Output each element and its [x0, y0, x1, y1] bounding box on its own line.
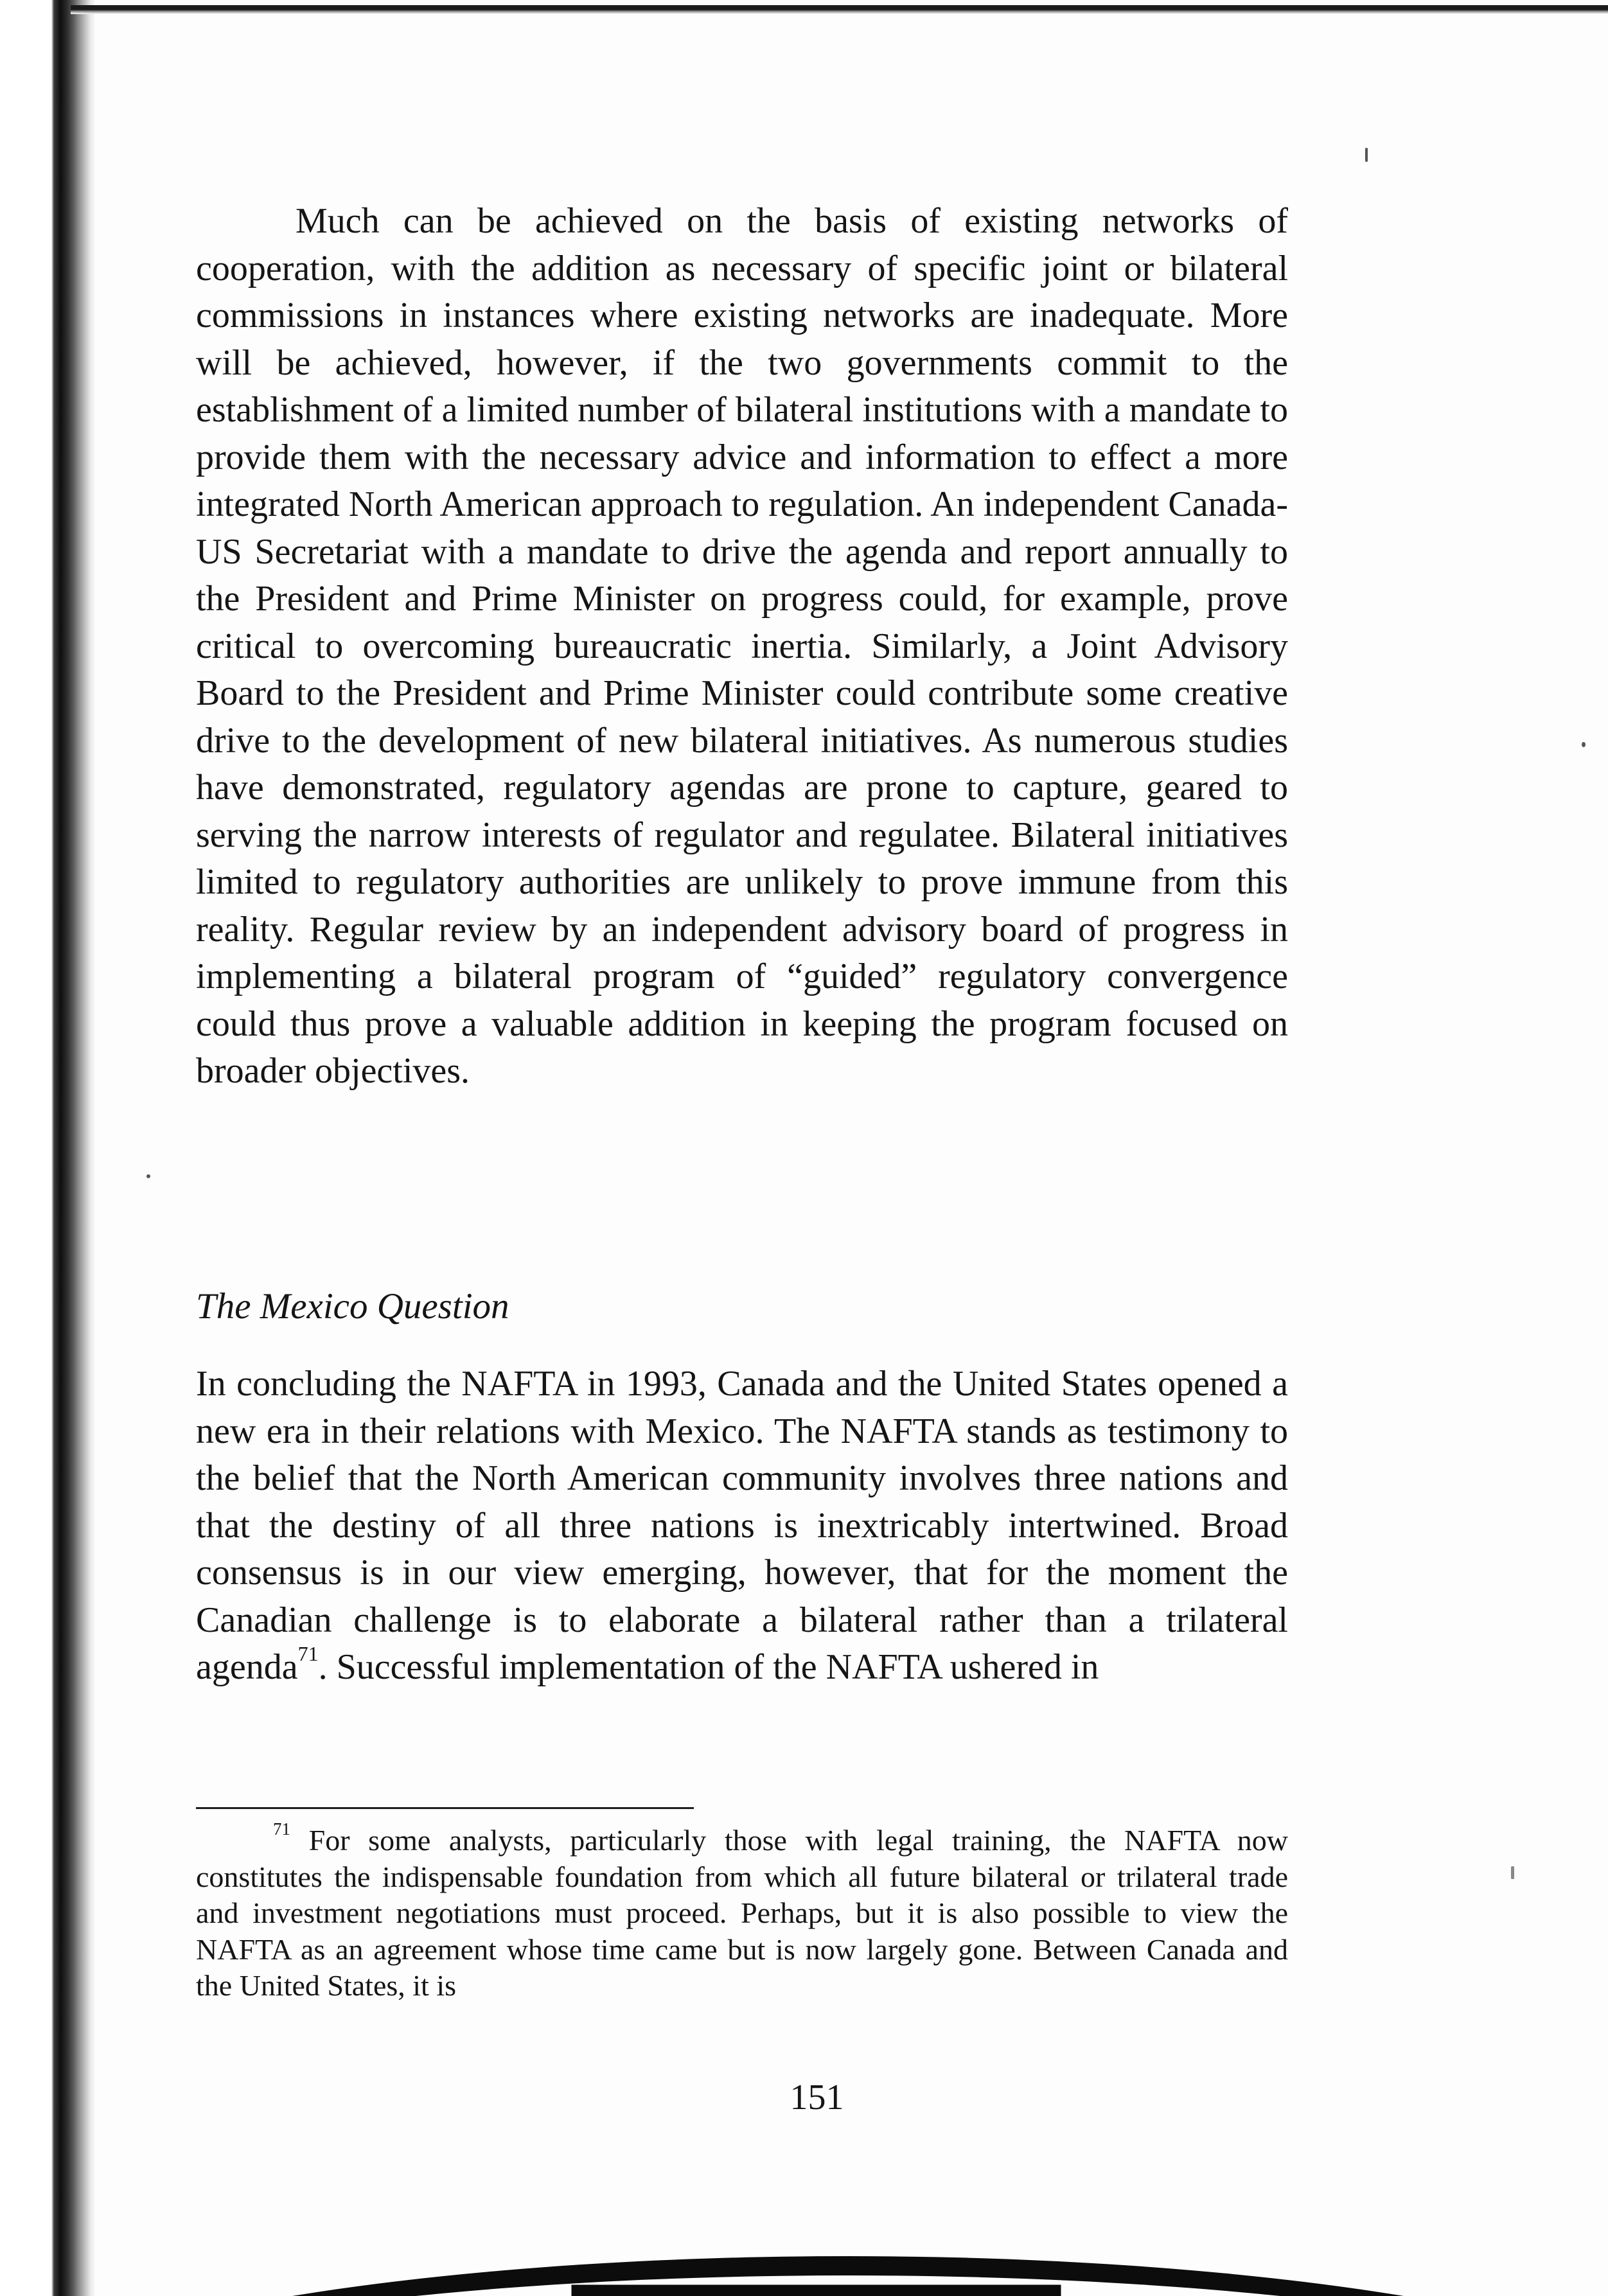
scan-speck	[1365, 148, 1368, 162]
section-heading: The Mexico Question	[196, 1286, 509, 1327]
binding-shadow	[39, 0, 95, 2296]
main-body	[196, 198, 1288, 1095]
scan-top-edge	[71, 5, 1608, 14]
footnote-71	[196, 1819, 1289, 2004]
paragraph-2-text: In concluding the NAFTA in 1993, Canada and the United States opened a new era in their relations with Mexico. The NAFTA stands as testimony to the belief that the North American community involves three nations and that the destiny of all three nations is inextricably intertwined. Broad consensus is in our view emerging, however, that for the moment the Canadian challenge is to elaborate a bilateral rather than a trilateral agenda	[196, 1364, 1288, 1687]
page-curl-shadow	[0, 2256, 1608, 2296]
footnote-text: For some analysts, particularly those with legal training, the NAFTA now constitutes the indispensable foundation from which all future bilateral or trilateral trade and investment negotiations must proceed. Perhaps, but it is also possible to view the NAFTA as an agreement whose time came but is now largely gone. Between Canada and the United States, it is	[196, 1824, 1289, 2002]
page-number: 151	[790, 2078, 844, 2117]
body-paragraph-2	[196, 1361, 1288, 1691]
scan-bottom-edge	[0, 2248, 1608, 2296]
body-paragraph-1: Much can be achieved on the basis of existing networks of cooperation, with the addition as necessary of specific joint or bilateral commissions in instances where existing networks are inadequate. More will be achieved, however, if the two governments commit to the establishment of a limited number of bilateral institutions with a mandate to provide them with the necessary advice and information to effect a more integrated North American approach to regulation. An independent Canada-US Secretariat with a mandate to drive the agenda and report annually to the President and Prime Minister on progress could, for example, prove critical to overcoming bureaucratic inertia. Similarly, a Joint Advisory Board to the President and Prime Minister could contribute some creative drive to the development of new bilateral initiatives. As numerous studies have demonstrated, regulatory agendas are prone to capture, geared to serving the narrow interests of regulator and regulatee. Bilateral initiatives limited to regulatory authorities are unlikely to prove immune from this reality. Regular review by an independent advisory board of progress in implementing a bilateral program of “guided” regulatory convergence could thus prove a valuable addition in keeping the program focused on broader objectives.	[196, 201, 1288, 1091]
footnote-divider	[196, 1807, 694, 1809]
paragraph-2-continuation: . Successful implementation of the NAFTA ushered in	[318, 1647, 1099, 1687]
footnote-reference: 71	[297, 1642, 319, 1665]
scan-margin	[0, 0, 39, 2296]
scan-speck	[146, 1174, 150, 1178]
footnote-number: 71	[273, 1819, 290, 1839]
second-body	[196, 1361, 1288, 1691]
scan-speck	[1582, 742, 1586, 747]
footnote-block	[196, 1819, 1289, 2004]
scan-speck	[1511, 1866, 1514, 1879]
section-heading-block	[196, 1283, 1288, 1330]
